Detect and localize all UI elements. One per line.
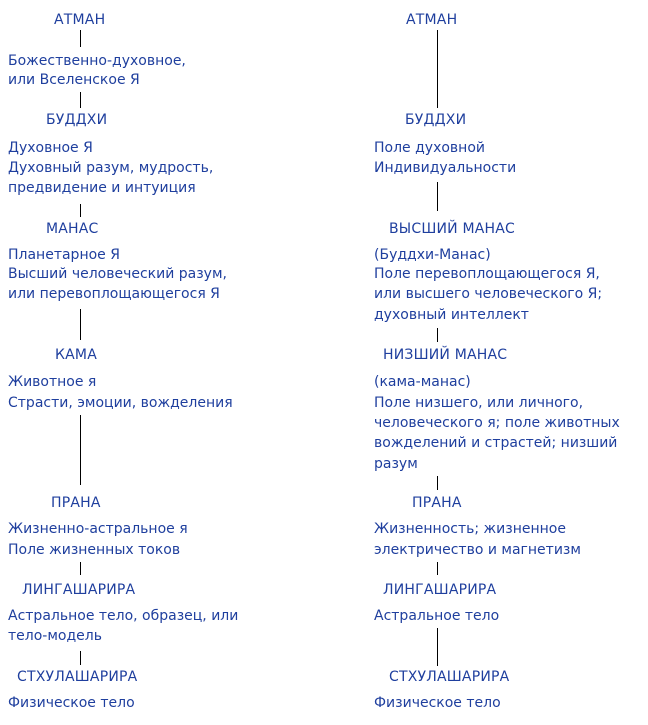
left-connector-5: [80, 415, 81, 485]
left-text-lingasharira-2: тело-модель: [8, 628, 102, 644]
right-connector-1: [437, 30, 438, 108]
right-connector-3: [437, 328, 438, 342]
left-heading-atman: АТМАН: [54, 12, 106, 28]
right-text-prana-2: электричество и магнетизм: [374, 542, 581, 558]
left-connector-2: [80, 92, 81, 108]
right-text-higher-manas-1: (Буддхи-Манас): [374, 247, 491, 263]
right-heading-atman: АТМАН: [406, 12, 458, 28]
left-heading-manas: МАНАС: [46, 221, 99, 237]
right-text-higher-manas-2: Поле перевоплощающегося Я,: [374, 266, 600, 282]
left-connector-4: [80, 309, 81, 340]
left-text-lingasharira-1: Астральное тело, образец, или: [8, 608, 239, 624]
right-connector-5: [437, 562, 438, 575]
left-heading-kama: КАМА: [55, 347, 97, 363]
right-heading-prana: ПРАНА: [412, 495, 462, 511]
right-text-buddhi-1: Поле духовной: [374, 140, 485, 156]
right-heading-buddhi: БУДДХИ: [405, 112, 467, 128]
left-column: [0, 0, 320, 725]
right-heading-lingasharira: ЛИНГАШАРИРА: [383, 582, 497, 598]
left-text-sthulasharira-1: Физическое тело: [8, 695, 135, 711]
left-text-buddhi-3: предвидение и интуиция: [8, 180, 196, 196]
left-text-buddhi-2: Духовный разум, мудрость,: [8, 160, 214, 176]
right-connector-6: [437, 628, 438, 666]
right-text-buddhi-2: Индивидуальности: [374, 160, 517, 176]
left-connector-3: [80, 204, 81, 217]
left-text-prana-2: Поле жизненных токов: [8, 542, 181, 558]
left-text-buddhi-1: Духовное Я: [8, 140, 93, 156]
left-connector-1: [80, 30, 81, 47]
right-text-lower-manas-1: (кама-манас): [374, 374, 471, 390]
right-heading-higher-manas: ВЫСШИЙ МАНАС: [389, 221, 516, 237]
left-text-kama-1: Животное я: [8, 374, 97, 390]
left-text-kama-2: Страсти, эмоции, вожделения: [8, 395, 233, 411]
right-text-higher-manas-4: духовный интеллект: [374, 307, 529, 323]
right-heading-lower-manas: НИЗШИЙ МАНАС: [383, 347, 508, 363]
left-text-manas-2: Высший человеческий разум,: [8, 266, 227, 282]
right-text-lower-manas-3: человеческого я; поле животных: [374, 415, 620, 431]
left-connector-6: [80, 562, 81, 575]
left-heading-lingasharira: ЛИНГАШАРИРА: [22, 582, 136, 598]
right-text-lower-manas-2: Поле низшего, или личного,: [374, 395, 584, 411]
right-text-prana-1: Жизненность; жизненное: [374, 521, 566, 537]
left-heading-prana: ПРАНА: [51, 495, 101, 511]
right-text-higher-manas-3: или высшего человеческого Я;: [374, 286, 603, 302]
right-text-lower-manas-5: разум: [374, 456, 418, 472]
right-column: [366, 0, 648, 725]
left-heading-sthulasharira: СТХУЛАШАРИРА: [17, 669, 138, 685]
left-text-atman-2: или Вселенское Я: [8, 72, 140, 88]
right-text-sthulasharira-1: Физическое тело: [374, 695, 501, 711]
right-text-lingasharira-1: Астральное тело: [374, 608, 500, 624]
left-connector-7: [80, 651, 81, 665]
right-connector-2: [437, 182, 438, 211]
left-text-manas-1: Планетарное Я: [8, 247, 120, 263]
left-text-atman-1: Божественно-духовное,: [8, 53, 186, 69]
right-connector-4: [437, 476, 438, 490]
right-text-lower-manas-4: вожделений и страстей; низший: [374, 435, 618, 451]
left-heading-buddhi: БУДДХИ: [46, 112, 108, 128]
left-text-manas-3: или перевоплощающегося Я: [8, 286, 220, 302]
right-heading-sthulasharira: СТХУЛАШАРИРА: [389, 669, 510, 685]
left-text-prana-1: Жизненно-астральное я: [8, 521, 188, 537]
